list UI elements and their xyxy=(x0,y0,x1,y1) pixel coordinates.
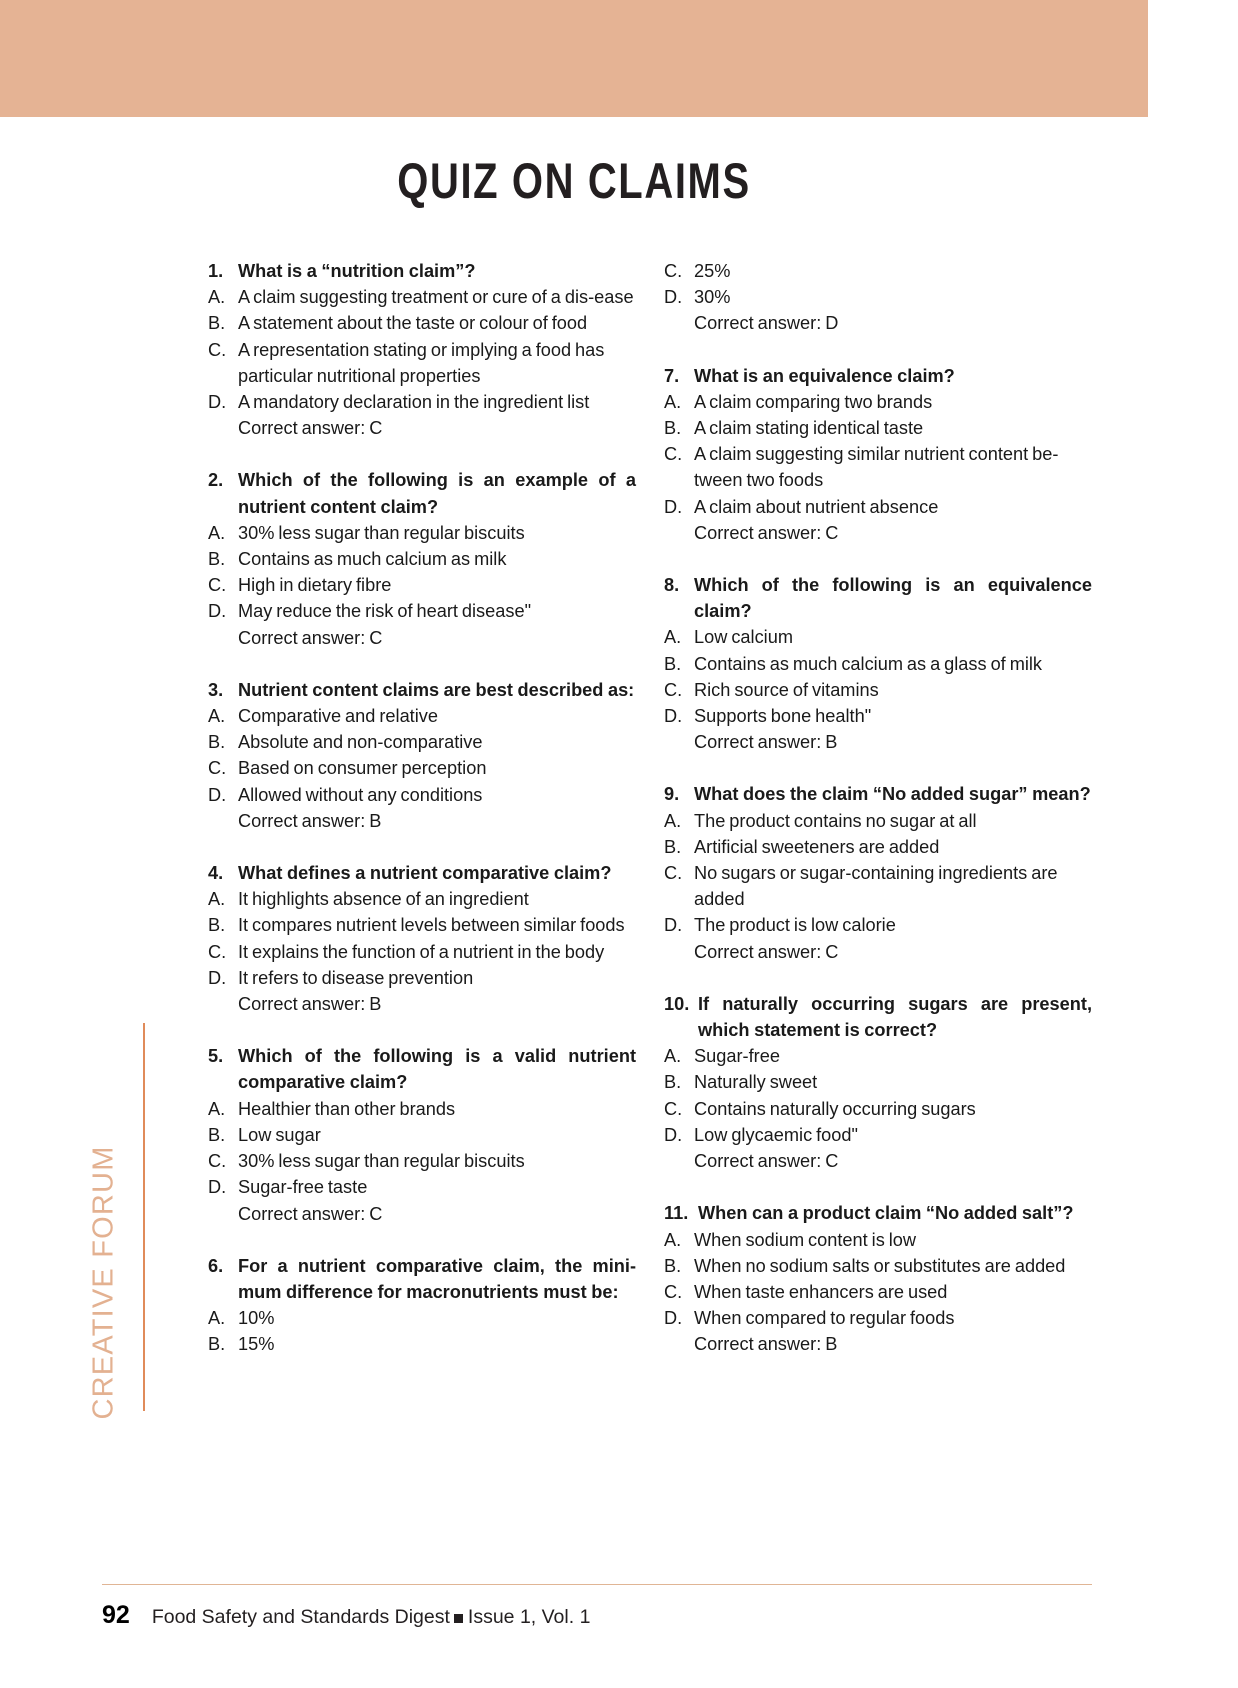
option-letter: A. xyxy=(208,706,226,727)
question-text: What is a “nutrition claim”? xyxy=(238,261,476,281)
option-text: A claim suggesting similar nutrient content be-tween two foods xyxy=(694,444,1059,491)
option-text: Naturally sweet xyxy=(694,1072,818,1093)
option-row[interactable] xyxy=(208,1122,636,1148)
question-row xyxy=(664,1200,1092,1226)
option-letter: D. xyxy=(664,1308,683,1329)
option-text: 25% xyxy=(694,261,731,281)
option-text: Rich source of vitamins xyxy=(694,679,879,700)
option-row[interactable] xyxy=(664,651,1092,677)
option-text: Contains as much calcium as a glass of milk xyxy=(694,653,1043,674)
option-row[interactable] xyxy=(664,1253,1092,1279)
option-text: Artificial sweeteners are added xyxy=(694,836,940,857)
question-number: 2. xyxy=(208,470,224,491)
option-text: When taste enhancers are used xyxy=(694,1281,948,1302)
option-letter: D. xyxy=(664,1124,683,1145)
option-text: Contains as much calcium as milk xyxy=(238,549,507,570)
option-row[interactable] xyxy=(664,284,1092,310)
option-letter: B. xyxy=(208,1334,226,1355)
option-letter: A. xyxy=(208,1308,226,1329)
option-text: Contains naturally occurring sugars xyxy=(694,1098,976,1119)
question-row xyxy=(664,572,1092,624)
option-row[interactable] xyxy=(664,1096,1092,1122)
option-letter: A. xyxy=(664,1229,682,1250)
option-text: It compares nutrient levels between similar foods xyxy=(238,915,625,936)
option-text: Sugar-free xyxy=(694,1046,780,1067)
option-letter: D. xyxy=(208,967,227,988)
footer-divider xyxy=(102,1584,1092,1585)
option-row[interactable] xyxy=(664,912,1092,938)
option-row[interactable] xyxy=(664,1227,1092,1253)
question-block xyxy=(208,677,636,834)
option-row[interactable] xyxy=(208,598,636,624)
question-text: Which of the following is a valid nutrient comparative claim? xyxy=(238,1046,636,1093)
option-row[interactable] xyxy=(664,808,1092,834)
question-row xyxy=(664,363,1092,389)
correct-answer: Correct answer: C xyxy=(238,1203,383,1224)
option-row[interactable] xyxy=(664,677,1092,703)
option-text: Based on consumer perception xyxy=(238,758,487,779)
option-letter: D. xyxy=(208,784,227,805)
option-text: 10% xyxy=(238,1308,275,1329)
option-text: The product contains no sugar at all xyxy=(694,810,977,831)
option-row[interactable] xyxy=(208,912,636,938)
question-block xyxy=(208,1253,636,1358)
option-text: A mandatory declaration in the ingredient list xyxy=(238,392,590,413)
option-text: Low sugar xyxy=(238,1124,321,1145)
option-letter: A. xyxy=(208,889,226,910)
option-text: Healthier than other brands xyxy=(238,1098,456,1119)
sidebar-section-label: CREATIVE FORUM xyxy=(87,1145,120,1420)
option-row[interactable] xyxy=(664,1122,1092,1148)
option-text: A claim comparing two brands xyxy=(694,391,933,412)
option-letter: A. xyxy=(664,810,682,831)
question-row xyxy=(208,860,636,886)
option-text: No sugars or sugar-containing ingredients are added xyxy=(694,863,1058,910)
question-number: 10. xyxy=(664,993,690,1014)
option-letter: C. xyxy=(664,1098,683,1119)
option-row[interactable] xyxy=(664,1305,1092,1331)
correct-answer: Correct answer: C xyxy=(238,418,383,439)
option-letter: C. xyxy=(208,941,227,962)
option-row[interactable] xyxy=(664,624,1092,650)
option-letter: D. xyxy=(208,392,227,413)
question-text: If naturally occurring sugars are present, which statement is correct? xyxy=(698,993,1092,1041)
page-footer xyxy=(102,1601,590,1630)
option-row[interactable] xyxy=(664,1069,1092,1095)
option-letter: C. xyxy=(664,1281,683,1302)
option-letter: B. xyxy=(664,1255,682,1276)
option-text: A claim about nutrient absence xyxy=(694,496,939,517)
option-row[interactable] xyxy=(208,886,636,912)
question-number: 5. xyxy=(208,1046,224,1067)
question-row xyxy=(208,258,636,284)
option-row[interactable] xyxy=(208,755,636,781)
option-text: It refers to disease prevention xyxy=(238,967,474,988)
question-number: 6. xyxy=(208,1255,224,1276)
option-row[interactable] xyxy=(208,546,636,572)
option-letter: D. xyxy=(664,287,683,308)
correct-answer: Correct answer: C xyxy=(694,1151,839,1172)
question-number: 8. xyxy=(664,575,680,596)
option-letter: C. xyxy=(664,863,683,884)
option-letter: D. xyxy=(664,915,683,936)
question-text: What is an equivalence claim? xyxy=(694,365,955,386)
correct-answer: Correct answer: B xyxy=(694,732,838,753)
correct-answer: Correct answer: C xyxy=(694,522,839,543)
option-letter: B. xyxy=(208,915,226,936)
left-column xyxy=(208,258,636,1384)
option-row[interactable] xyxy=(664,860,1092,912)
option-text: Sugar-free taste xyxy=(238,1177,368,1198)
option-letter: B. xyxy=(664,418,682,439)
option-letter: B. xyxy=(664,653,682,674)
option-row[interactable] xyxy=(208,1174,636,1200)
option-row[interactable] xyxy=(208,284,636,310)
option-letter: A. xyxy=(664,627,682,648)
question-text: What does the claim “No added sugar” mean? xyxy=(694,784,1091,805)
option-letter: A. xyxy=(208,287,226,308)
option-text: Absolute and non-comparative xyxy=(238,732,483,753)
option-text: It explains the function of a nutrient in the body xyxy=(238,941,605,962)
option-row[interactable] xyxy=(208,703,636,729)
option-row[interactable] xyxy=(664,258,1092,284)
footer-issue: Issue 1, Vol. 1 xyxy=(467,1606,591,1628)
correct-answer: Correct answer: C xyxy=(238,627,383,648)
option-letter: B. xyxy=(208,1124,226,1145)
question-number: 1. xyxy=(208,261,224,281)
option-row[interactable] xyxy=(208,389,636,415)
option-row[interactable] xyxy=(208,1096,636,1122)
option-text: Supports bone health" xyxy=(694,706,872,727)
option-row[interactable] xyxy=(208,572,636,598)
question-block xyxy=(664,258,1092,337)
option-text: Allowed without any conditions xyxy=(238,784,483,805)
option-row[interactable] xyxy=(208,939,636,965)
option-letter: C. xyxy=(208,339,227,360)
option-letter: D. xyxy=(208,1177,227,1198)
option-text: The product is low calorie xyxy=(694,915,896,936)
option-text: 30% less sugar than regular biscuits xyxy=(238,522,525,543)
option-text: A claim stating identical taste xyxy=(694,418,924,439)
option-text: High in dietary fibre xyxy=(238,575,392,596)
option-row[interactable] xyxy=(208,729,636,755)
question-row xyxy=(664,781,1092,807)
option-letter: A. xyxy=(664,391,682,412)
option-letter: C. xyxy=(664,679,683,700)
option-letter: C. xyxy=(664,261,683,281)
option-text: A statement about the taste or colour of food xyxy=(238,313,588,334)
option-row[interactable] xyxy=(664,441,1092,493)
option-text: Comparative and relative xyxy=(238,706,438,727)
option-row[interactable] xyxy=(208,1305,636,1331)
option-letter: C. xyxy=(664,444,683,465)
option-letter: B. xyxy=(208,732,226,753)
option-row[interactable] xyxy=(664,415,1092,441)
question-number: 7. xyxy=(664,365,680,386)
option-letter: D. xyxy=(664,706,683,727)
option-text: Low calcium xyxy=(694,627,793,648)
option-letter: A. xyxy=(664,1046,682,1067)
question-text: What defines a nutrient comparative claim? xyxy=(238,863,612,884)
option-row[interactable] xyxy=(664,389,1092,415)
option-text: A claim suggesting treatment or cure of a dis-ease xyxy=(238,287,634,308)
question-block xyxy=(664,572,1092,755)
right-column xyxy=(664,258,1092,1384)
option-row[interactable] xyxy=(664,703,1092,729)
question-block xyxy=(664,781,1092,964)
correct-answer: Correct answer: B xyxy=(238,810,382,831)
option-text: When sodium content is low xyxy=(694,1229,917,1250)
option-text: A representation stating or implying a food has particular nutritional properties xyxy=(238,339,605,386)
option-letter: A. xyxy=(208,522,226,543)
option-letter: B. xyxy=(664,1072,682,1093)
question-text: Which of the following is an equivalence claim? xyxy=(694,575,1092,622)
footer-square-bullet-icon xyxy=(454,1614,463,1623)
header-decorative-band xyxy=(0,0,1148,117)
option-row[interactable] xyxy=(208,337,636,389)
option-letter: B. xyxy=(208,313,226,334)
question-text: Nutrient content claims are best described as: xyxy=(238,679,635,700)
question-row xyxy=(664,991,1092,1043)
footer-publication xyxy=(152,1606,591,1629)
option-letter: C. xyxy=(208,1151,227,1172)
question-number: 9. xyxy=(664,784,680,805)
option-row[interactable] xyxy=(208,1148,636,1174)
option-text: 30% xyxy=(694,287,731,308)
question-block xyxy=(208,1043,636,1226)
option-text: Low glycaemic food" xyxy=(694,1124,858,1145)
question-text: For a nutrient comparative claim, the mini-mum difference for macronutrients must be: xyxy=(238,1255,636,1302)
option-text: When no sodium salts or substitutes are added xyxy=(694,1255,1066,1276)
sidebar-vertical-rule xyxy=(143,1023,145,1411)
question-block xyxy=(208,860,636,1017)
question-row xyxy=(208,677,636,703)
page-title: QUIZ ON CLAIMS xyxy=(397,153,751,209)
option-text: 15% xyxy=(238,1334,275,1355)
correct-answer: Correct answer: B xyxy=(238,994,382,1015)
question-block xyxy=(664,363,1092,546)
option-letter: C. xyxy=(208,575,227,596)
option-row[interactable] xyxy=(208,782,636,808)
option-text: It highlights absence of an ingredient xyxy=(238,889,529,910)
question-row xyxy=(208,1253,636,1305)
question-block xyxy=(664,1200,1092,1357)
question-row xyxy=(208,467,636,519)
option-row[interactable] xyxy=(208,1331,636,1357)
correct-answer: Correct answer: B xyxy=(694,1334,838,1355)
option-letter: C. xyxy=(208,758,227,779)
option-row[interactable] xyxy=(208,520,636,546)
option-letter: D. xyxy=(208,601,227,622)
footer-page-number: 92 xyxy=(102,1601,130,1629)
option-letter: D. xyxy=(664,496,683,517)
correct-answer: Correct answer: C xyxy=(694,941,839,962)
option-letter: B. xyxy=(664,836,682,857)
question-text: Which of the following is an example of a nutrient content claim? xyxy=(238,470,636,517)
option-row[interactable] xyxy=(664,1043,1092,1069)
option-text: When compared to regular foods xyxy=(694,1308,955,1329)
question-text: When can a product claim “No added salt”? xyxy=(698,1203,1074,1224)
option-row[interactable] xyxy=(664,494,1092,520)
option-letter: A. xyxy=(208,1098,226,1119)
question-block xyxy=(208,258,636,441)
question-number: 4. xyxy=(208,863,224,884)
option-text: May reduce the risk of heart disease" xyxy=(238,601,532,622)
option-row[interactable] xyxy=(664,1279,1092,1305)
correct-answer: Correct answer: D xyxy=(694,313,839,334)
option-row[interactable] xyxy=(208,310,636,336)
option-row[interactable] xyxy=(208,965,636,991)
quiz-body xyxy=(208,258,1092,1428)
question-number: 11. xyxy=(664,1203,689,1224)
option-row[interactable] xyxy=(664,834,1092,860)
question-row xyxy=(208,1043,636,1095)
option-text: 30% less sugar than regular biscuits xyxy=(238,1151,525,1172)
question-block xyxy=(664,991,1092,1174)
question-block xyxy=(208,467,636,650)
question-number: 3. xyxy=(208,679,224,700)
footer-publication-name: Food Safety and Standards Digest xyxy=(151,1606,450,1628)
option-letter: B. xyxy=(208,549,226,570)
